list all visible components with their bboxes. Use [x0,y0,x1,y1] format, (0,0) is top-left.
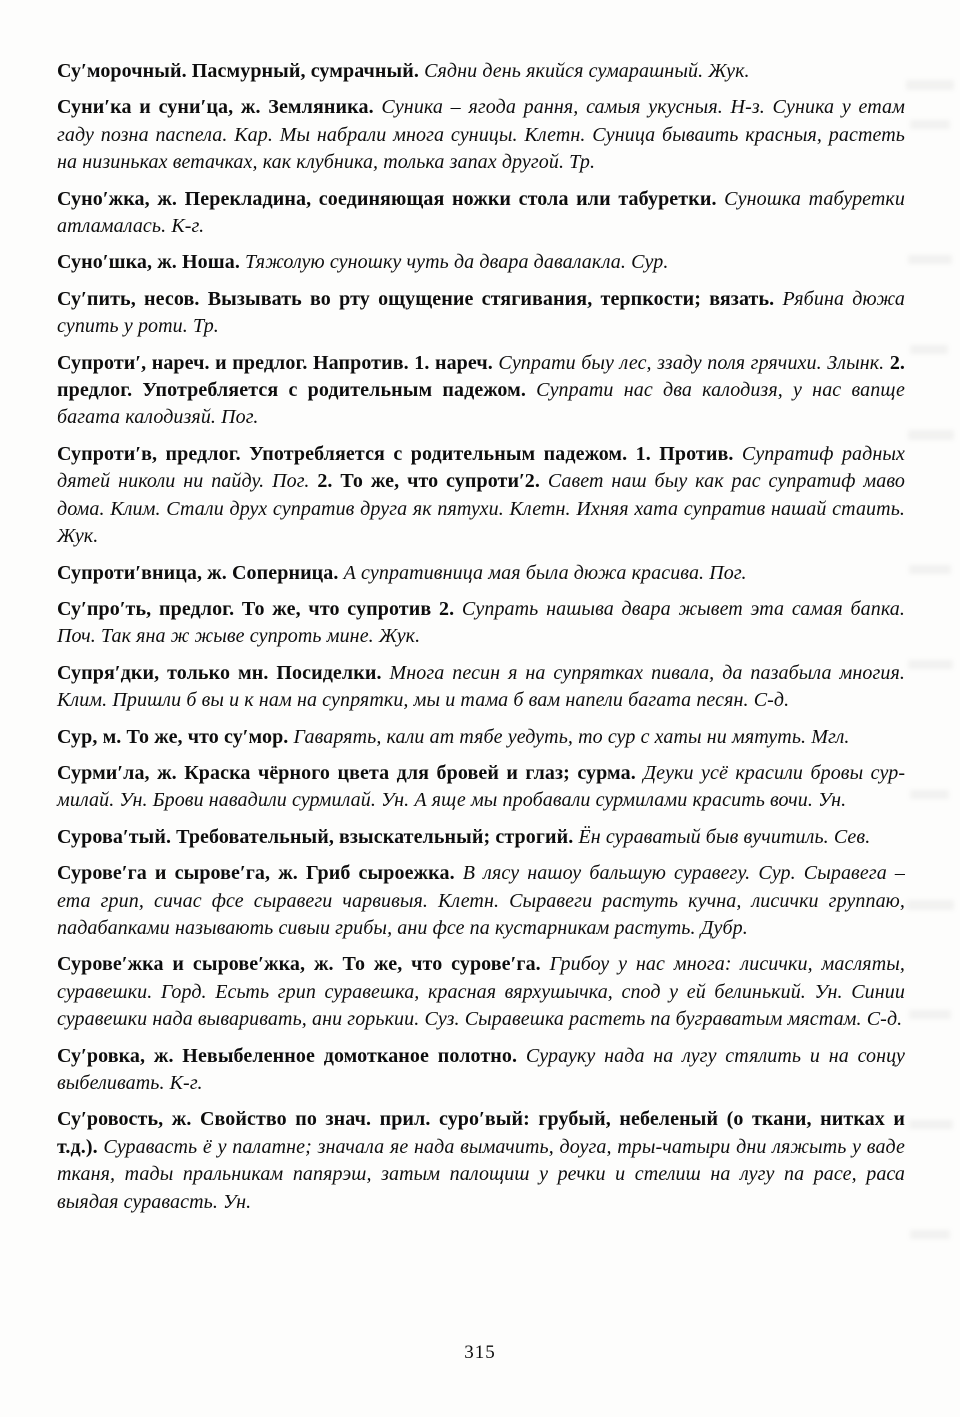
headword-definition: Су′морочный. Пасмурный, сумрачный. [57,60,425,82]
dictionary-entry [57,560,905,587]
example-citation: Супрати быу лес, ззаду поля грячихи. Злынк. [498,351,890,374]
headword-definition: Супроти′вница, ж. Соперница. [57,561,344,584]
dictionary-entry [57,660,905,715]
page-number: 315 [464,1342,496,1363]
headword-definition: Сурове′жка и сырове′жка, ж. То же, что сурове′га. [57,953,550,976]
example-citation: Суношка табуретки атламалась. К-г. [57,187,905,238]
headword-definition: Супря′дки, только мн. Посиделки. [57,661,390,684]
headword-definition: Суни′ка и суни′ца, ж. Земляника. [57,96,382,119]
example-citation: Супрати нас два калодизя, у нас вапще багата калодизяй. Пог. [57,379,905,429]
example-citation: Рябина дюжа супить у роти. Тр. [57,287,905,338]
dictionary-entry [57,1106,905,1216]
dictionary-entry [57,58,905,85]
example-citation: Многа песин я на супрятках пивала, да пазабыла многия. Клим. Пришли б вы и к нам на супрятки, мы и тама б вам напели багата песян. С-д. [57,661,905,712]
example-citation: Супрать нашыва двара жывет эта самая бапка. Поч. Так яна ж жыве супроть мине. Жук. [57,597,905,648]
dictionary-entry [57,824,905,851]
headword-definition: 2. предлог. Употребляется с родительным падежом. [57,351,906,402]
headword-definition: Су′пить, несов. Вызывать во рту ощущение стягивания, терпкости; вязать. [57,287,783,310]
example-citation: Грибоу у нас многа: лисички, масляты, суравешки. Горд. Есьть грип суравешка, красная вярхушычка, спод у ей белинький. Ун. Синии суравешки нада вываривать, ани горькии. Суз. Сыравешка растеть па буграватым мястам. С-д. [57,953,905,1031]
headword-definition: Суно′шка, ж. Ноша. [57,251,246,274]
example-citation: Тяжолую суношку чуть да двара давалакла. Сур. [245,251,669,274]
example-citation: Деуки усё красили бровы сурмилай. Ун. Брови навадили сурмилай. Ун. А яще мы пробавали сурмилами красить вочи. Ун. [57,761,905,812]
headword-definition: Су′про′ть, предлог. То же, что супротив 2. [57,597,462,620]
dictionary-entry [57,186,905,241]
dictionary-entry [57,94,905,176]
headword-definition: Суно′жка, ж. Перекладина, соединяющая ножки стола или табуретки. [57,187,725,210]
example-citation: Гаварять, кали ат тябе уедуть, то сур с хаты ни мятуть. Мгл. [293,725,850,748]
headword-definition: Сурми′ла, ж. Краска чёрного цвета для бровей и глаз; сурма. [57,761,644,784]
headword-definition: Супроти′, нареч. и предлог. Напротив. 1. нареч. [57,351,499,374]
example-citation: Ён сураватый быв вучитиль. Сев. [578,825,871,848]
dictionary-entry [57,724,905,751]
dictionary-entry [57,1043,905,1098]
example-citation: Сядни день якийся сумарашный. Жук. [424,60,750,82]
dictionary-entry [57,249,905,276]
example-citation: В лясу нашоу бальшую суравегу. Сур. Сыравега – ета грип, сичас фсе сыравеги чарвивыя. Клетн. Сыравеги растуть кучна, лисички группаю, падабапками называють сивыи грибы, ани фсе па кустарникам растуть. Дубр. [57,862,905,939]
headword-definition: 2. То же, что супроти′2. [317,470,548,493]
example-citation: Сурауку нада на лугу стялить и на сонцу выбеливать. К-г. [57,1044,905,1094]
headword-definition: Сур, м. То же, что су′мор. [57,725,294,748]
example-citation: Суравасть ё у палатне; значала яе нада вымачить, доуга, тры-чатыри дни ляжыть у ваде тканя, тады пральникам папярэш, затым палощиш у речки и стелиш на лугу па расе, раса выядая суравасть. Ун. [57,1135,905,1213]
dictionary-entry [57,951,905,1033]
example-citation: Савет наш быу как рас супратиф маво дома. Клим. Стали друх супратив друга як пятухи. Клетн. Ихняя хата супратив нашай стаить. Жук. [57,470,905,548]
example-citation: Суника – ягода рання, самыя укусныя. Н-з. Суника у етам гаду позна паспела. Кар. Мы набрали многа суницы. Клетн. Суница бываить красныя, растеть на низиньках ветачках, как клубника, толька запах другой. Тр. [57,96,905,174]
dictionary-entry [57,350,905,432]
example-citation: Супратиф радных дятей николи ни пайду. Пог. [57,442,906,493]
dictionary-entry [57,286,905,341]
headword-definition: Супроти′в, предлог. Употребляется с родительным падежом. 1. Против. [57,442,742,465]
headword-definition: Су′ровка, ж. Невыбеленное домотканое полотно. [57,1044,526,1067]
headword-definition: Сурове′га и сырове′га, ж. Гриб сыроежка. [57,862,463,885]
dictionary-entry [57,860,905,942]
dictionary-entry [57,441,905,551]
headword-definition: Сурова′тый. Требовательный, взыскательный; строгий. [57,825,579,848]
dictionary-entry [57,596,905,651]
entries [57,58,905,1225]
headword-definition: Су′ровость, ж. Свойство по знач. прил. суро′вый: грубый, небеленый (о ткани, нитках и т.д.). [57,1108,905,1158]
example-citation: А супративница мая была дюжа красива. Пог. [343,561,747,584]
dictionary-entry [57,760,905,815]
